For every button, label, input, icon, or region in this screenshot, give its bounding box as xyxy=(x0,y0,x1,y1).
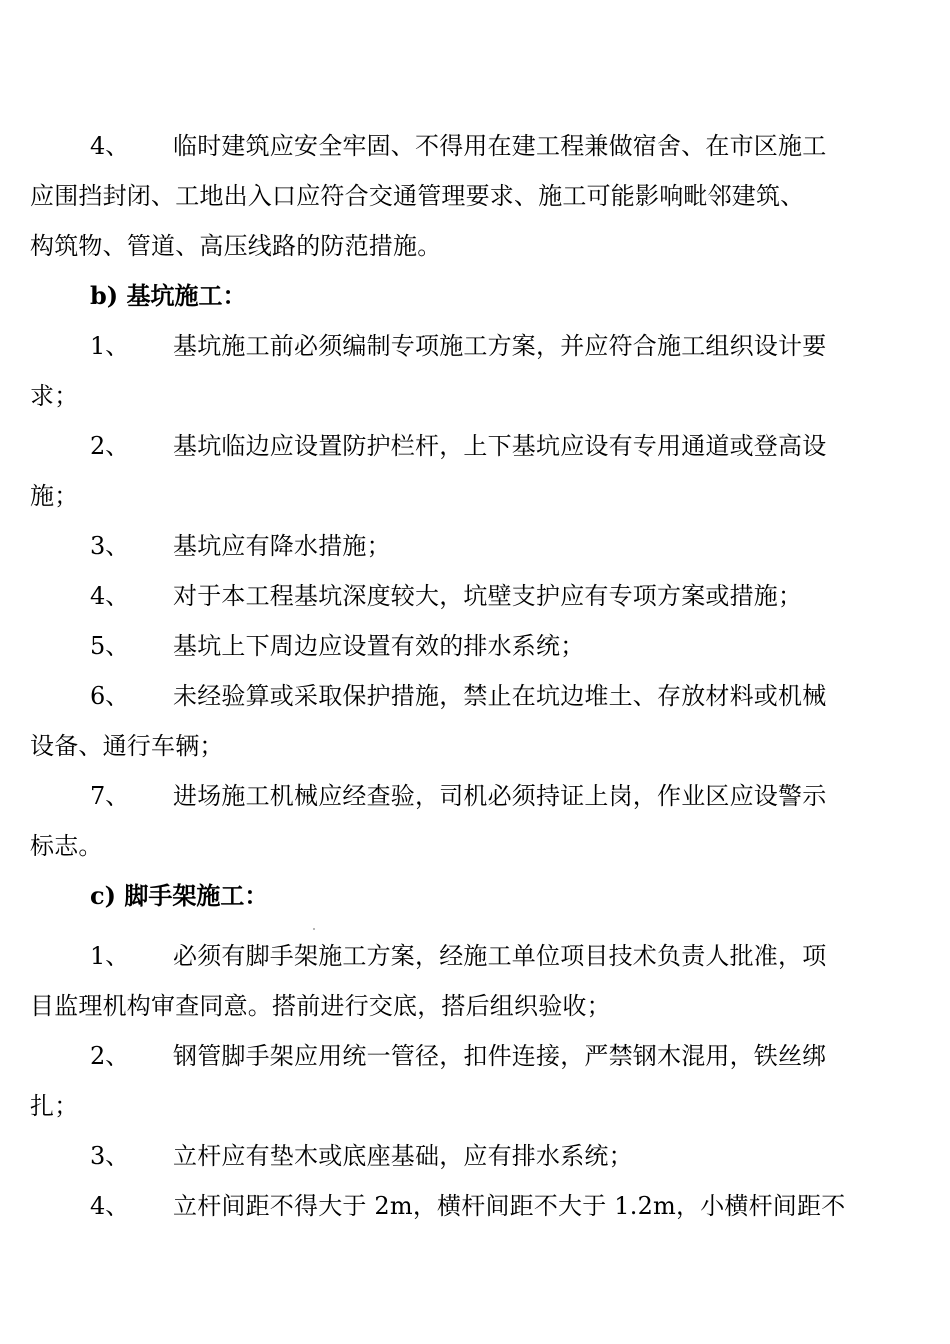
item-text: 立杆应有垫木或底座基础，应有排水系统； xyxy=(173,1142,633,1170)
list-item xyxy=(0,626,950,666)
item-number: 1、 xyxy=(90,942,130,970)
continuation-text: 扎； xyxy=(30,1092,79,1120)
item-number: 6、 xyxy=(90,682,130,710)
list-item xyxy=(0,576,950,616)
item-number: 3、 xyxy=(90,532,130,560)
continuation-text: 应围挡封闭、工地出入口应符合交通管理要求、施工可能影响毗邻建筑、 xyxy=(30,182,805,210)
item-number: 3、 xyxy=(90,1142,130,1170)
item-continuation xyxy=(0,176,950,216)
item-continuation xyxy=(0,1086,950,1126)
item-text: 基坑上下周边应设置有效的排水系统； xyxy=(173,632,585,660)
item-continuation xyxy=(0,376,950,416)
continuation-text: 标志。 xyxy=(30,832,103,860)
list-item xyxy=(0,1136,950,1176)
heading-text: b) 基坑施工： xyxy=(90,281,247,310)
list-item xyxy=(0,326,950,366)
item-number: 2、 xyxy=(90,432,130,460)
section-heading xyxy=(0,276,950,316)
item-number: 4、 xyxy=(90,582,130,610)
item-text: 对于本工程基坑深度较大，坑壁支护应有专项方案或措施； xyxy=(173,582,803,610)
item-text: 必须有脚手架施工方案，经施工单位项目技术负责人批准，项 xyxy=(173,942,827,970)
item-continuation xyxy=(0,476,950,516)
list-item xyxy=(0,1186,950,1226)
list-item xyxy=(0,936,950,976)
continuation-text: 目监理机构审查同意。搭前进行交底，搭后组织验收； xyxy=(30,992,611,1020)
item-text: 基坑施工前必须编制专项施工方案，并应符合施工组织设计要 xyxy=(173,332,827,360)
stray-mark xyxy=(313,928,315,930)
item-number: 1、 xyxy=(90,332,130,360)
item-text: 临时建筑应安全牢固、不得用在建工程兼做宿舍、在市区施工 xyxy=(173,132,827,160)
continuation-text: 施； xyxy=(30,482,79,510)
item-continuation xyxy=(0,986,950,1026)
item-text: 基坑应有降水措施； xyxy=(173,532,391,560)
item-number: 2、 xyxy=(90,1042,130,1070)
item-text: 立杆间距不得大于 2m，横杆间距不大于 1.2m，小横杆间距不 xyxy=(173,1192,846,1220)
item-number: 5、 xyxy=(90,632,130,660)
heading-text: c) 脚手架施工： xyxy=(90,881,269,910)
continuation-text: 设备、通行车辆； xyxy=(30,732,224,760)
item-text: 钢管脚手架应用统一管径，扣件连接，严禁钢木混用，铁丝绑 xyxy=(173,1042,827,1070)
item-number: 4、 xyxy=(90,132,130,160)
item-number: 7、 xyxy=(90,782,130,810)
section-heading xyxy=(0,876,950,916)
item-continuation xyxy=(0,826,950,866)
list-item xyxy=(0,426,950,466)
list-item xyxy=(0,1036,950,1076)
list-item xyxy=(0,526,950,566)
list-item xyxy=(0,776,950,816)
item-number: 4、 xyxy=(90,1192,130,1220)
item-text: 进场施工机械应经查验，司机必须持证上岗，作业区应设警示 xyxy=(173,782,827,810)
item-continuation xyxy=(0,726,950,766)
list-item xyxy=(0,676,950,716)
item-text: 基坑临边应设置防护栏杆，上下基坑应设有专用通道或登高设 xyxy=(173,432,827,460)
item-text: 未经验算或采取保护措施，禁止在坑边堆土、存放材料或机械 xyxy=(173,682,827,710)
item-continuation xyxy=(0,226,950,266)
list-item xyxy=(0,126,950,166)
continuation-text: 求； xyxy=(30,382,79,410)
continuation-text: 构筑物、管道、高压线路的防范措施。 xyxy=(30,232,442,260)
